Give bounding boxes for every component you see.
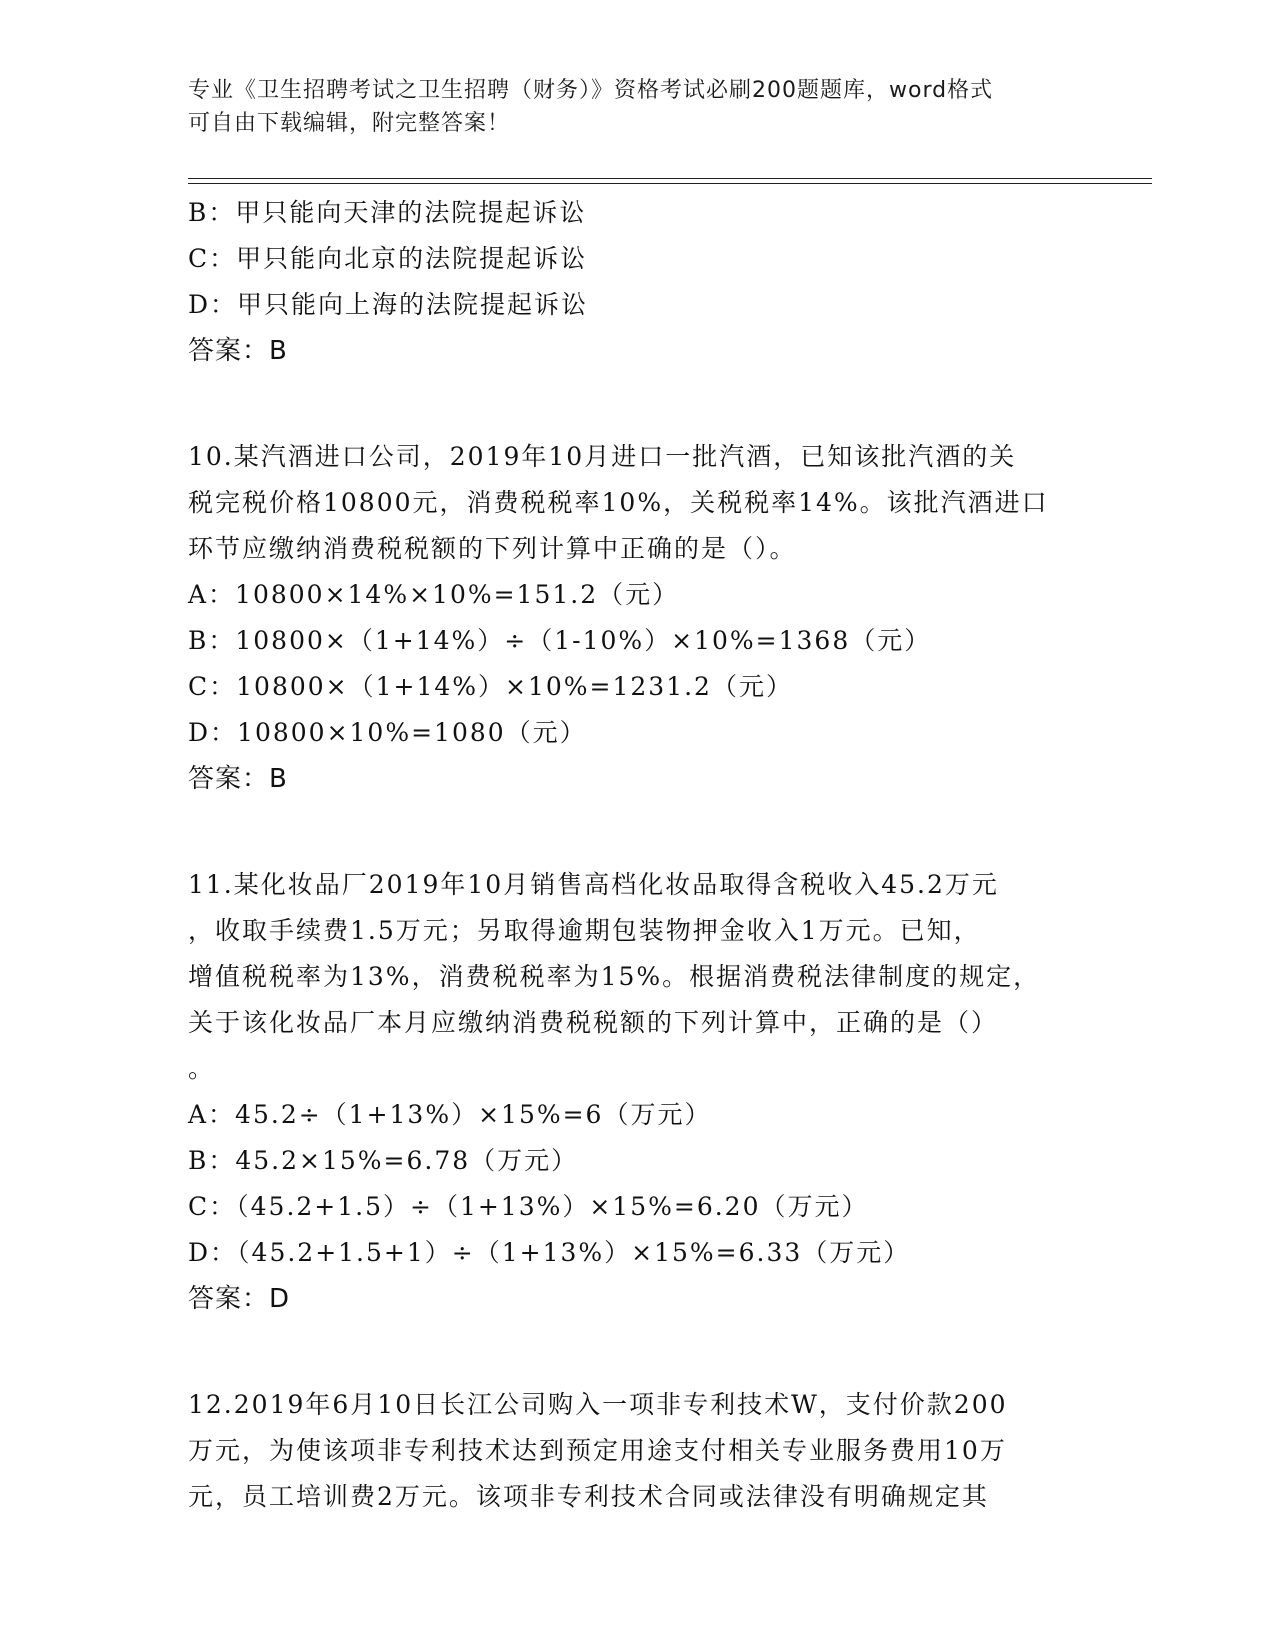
- stem-line: 增值税税率为13%，消费税税率为15%。根据消费税法律制度的规定，: [188, 962, 1041, 991]
- stem-line: 。: [188, 1054, 216, 1083]
- question-11: [188, 862, 1078, 1322]
- question-stem: [188, 862, 1078, 1092]
- spacer: [188, 374, 1078, 434]
- question-stem: [188, 1382, 1078, 1520]
- stem-line: 关于该化妆品厂本月应缴纳消费税税额的下列计算中，正确的是（）: [188, 1008, 999, 1037]
- question-10: [188, 434, 1078, 802]
- document-header: [188, 74, 1068, 140]
- answer: 答案：B: [188, 764, 288, 794]
- option-a: A：10800×14%×10%=151.2（元）: [188, 580, 680, 609]
- stem-line: 元，员工培训费2万元。该项非专利技术合同或法律没有明确规定其: [188, 1482, 989, 1511]
- header-divider-top: [188, 178, 1152, 179]
- question-stem: [188, 434, 1078, 572]
- stem-line: 环节应缴纳消费税税额的下列计算中正确的是（）。: [188, 534, 797, 563]
- option-d: D：10800×10%=1080（元）: [188, 718, 587, 747]
- stem-line: ，收取手续费1.5万元；另取得逾期包装物押金收入1万元。已知，: [188, 916, 981, 945]
- stem-line: 万元，为使该项非专利技术达到预定用途支付相关专业服务费用10万: [188, 1436, 1007, 1465]
- header-divider-bottom: [188, 183, 1152, 184]
- option-d: D：（45.2+1.5+1）÷（1+13%）×15%=6.33（万元）: [188, 1238, 911, 1267]
- stem-line: 12.2019年6月10日长江公司购入一项非专利技术W，支付价款200: [188, 1390, 1008, 1419]
- header-line-1: 专业《卫生招聘考试之卫生招聘（财务）》资格考试必刷200题题库，word格式: [188, 78, 994, 103]
- spacer: [188, 1322, 1078, 1382]
- question-12: [188, 1382, 1078, 1520]
- spacer: [188, 802, 1078, 862]
- option-b: B：10800×（1+14%）÷（1-10%）×10%=1368（元）: [188, 626, 932, 655]
- stem-line: 10.某汽酒进口公司，2019年10月进口一批汽酒，已知该批汽酒的关: [188, 442, 1017, 471]
- stem-line: 税完税价格10800元，消费税税率10%，关税税率14%。该批汽酒进口: [188, 488, 1049, 517]
- option-b: B：甲只能向天津的法院提起诉讼: [188, 198, 587, 227]
- answer: 答案：D: [188, 1284, 291, 1314]
- option-c: C：甲只能向北京的法院提起诉讼: [188, 244, 588, 273]
- option-c: C：10800×（1+14%）×10%=1231.2（元）: [188, 672, 793, 701]
- header-line-2: 可自由下载编辑，附完整答案！: [188, 111, 511, 136]
- question-9: [188, 190, 1078, 374]
- option-d: D：甲只能向上海的法院提起诉讼: [188, 290, 589, 319]
- stem-line: 11.某化妆品厂2019年10月销售高档化妆品取得含税收入45.2万元: [188, 870, 999, 899]
- option-a: A：45.2÷（1+13%）×15%=6（万元）: [188, 1100, 712, 1129]
- question-content: [188, 190, 1078, 1520]
- answer: 答案：B: [188, 336, 288, 366]
- option-c: C：（45.2+1.5）÷（1+13%）×15%=6.20（万元）: [188, 1192, 869, 1221]
- option-b: B：45.2×15%=6.78（万元）: [188, 1146, 579, 1175]
